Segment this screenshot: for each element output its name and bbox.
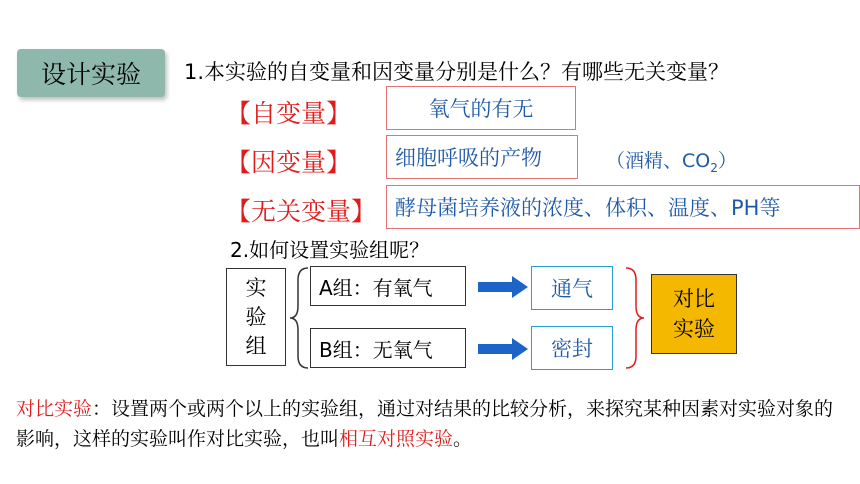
dependent-variable-label: 【因变量】 <box>226 148 352 177</box>
definition-body: ：设置两个或两个以上的实验组，通过对结果的比较分析，来探究某种因素对实验对象的影响，这样的实验叫作对比实验，也叫 <box>16 398 834 450</box>
group-label-char: 验 <box>245 304 267 329</box>
section-title-badge: 设计实验 <box>17 49 165 97</box>
question-2: 2.如何设置实验组呢？ <box>230 238 430 262</box>
result-b-box: 密封 <box>531 326 613 370</box>
dependent-variable-value: 细胞呼吸的产物 <box>386 135 578 179</box>
comparison-experiment-box <box>651 274 737 354</box>
group-b-box: B组：无氧气 <box>310 328 466 368</box>
group-a-box: A组：有氧气 <box>310 266 466 306</box>
arrow-right-icon <box>478 338 528 360</box>
dependent-variable-note: （酒精、$CO_2$） <box>606 150 737 175</box>
right-brace <box>624 266 646 370</box>
irrelevant-variable-label: 【无关变量】 <box>226 197 377 226</box>
definition-end: 。 <box>453 428 473 450</box>
irrelevant-variable-value: 酵母菌培养液的浓度、体积、温度、PH等 <box>386 185 860 229</box>
group-label-char: 实 <box>245 275 267 300</box>
left-brace <box>288 266 312 370</box>
experiment-group-box <box>226 268 286 366</box>
comparison-line: 对比 <box>673 287 715 311</box>
question-1: 1.本实验的自变量和因变量分别是什么？有哪些无关变量？ <box>184 60 730 84</box>
independent-variable-label: 【自变量】 <box>226 99 352 128</box>
independent-variable-value: 氧气的有无 <box>386 86 576 130</box>
result-a-box: 通气 <box>531 266 613 310</box>
definition-paragraph <box>16 394 846 454</box>
comparison-line: 实验 <box>673 317 715 341</box>
definition-term: 对比实验 <box>16 398 93 420</box>
arrow-right-icon <box>478 276 528 298</box>
group-label-char: 组 <box>245 333 267 358</box>
definition-alt-term: 相互对照实验 <box>339 428 454 450</box>
